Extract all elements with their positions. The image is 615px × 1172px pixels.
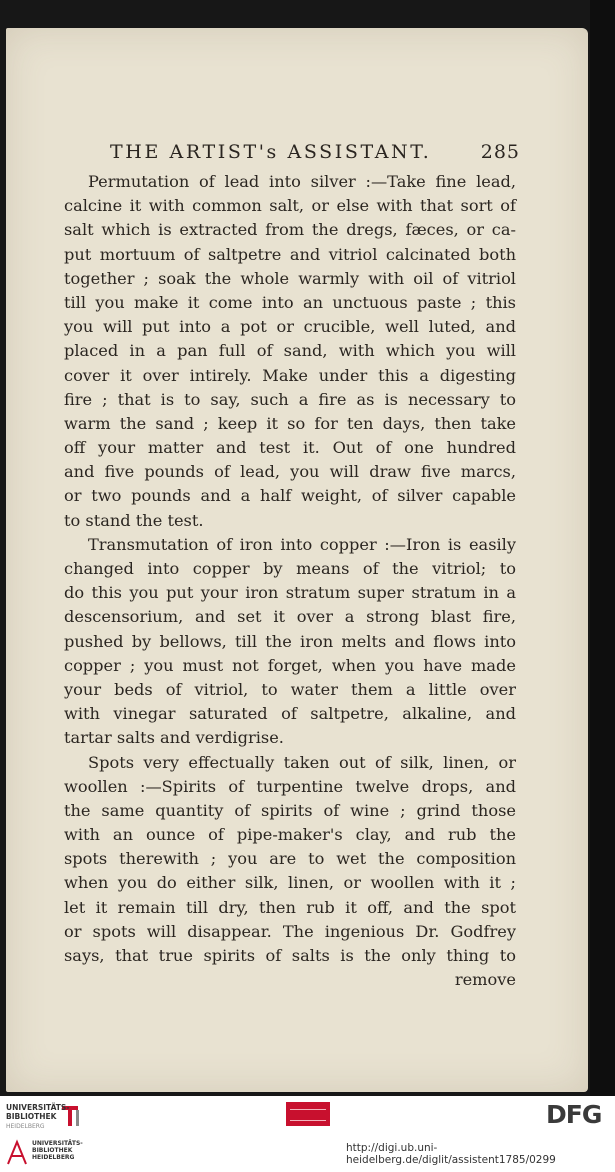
text-line: with vinegar saturated of saltpetre, alkaline, and — [64, 704, 516, 724]
text-line: woollen :—Spirits of turpentine twelve drops, and — [64, 776, 516, 796]
text-line: off your matter and test it. Out of one hundred — [64, 438, 516, 458]
text-line: warm the sand ; keep it so for ten days, then take — [64, 413, 516, 433]
page-number: 285 — [480, 141, 520, 163]
text-line: your beds of vitriol, to water them a little over — [64, 679, 516, 699]
text-line: calcine it with common salt, or else with that sort of — [64, 196, 516, 216]
text-line: to stand the test. — [64, 510, 204, 530]
text-line: cover it over intirely. Make under this a digesting — [64, 365, 516, 385]
text-line: do this you put your iron stratum super stratum in a — [64, 583, 516, 603]
library-name-bottom: UNIVERSITÄTS- BIBLIOTHEK HEIDELBERG — [32, 1140, 83, 1161]
text-line: the same quantity of spirits of wine ; grind those — [64, 800, 516, 820]
source-url[interactable]: http://digi.ub.uni-heidelberg.de/diglit/assistent1785/0299 — [346, 1142, 556, 1166]
text-line: placed in a pan full of sand, with which you will — [64, 341, 516, 361]
text-line: descensorium, and set it over a strong blast fire, — [64, 607, 516, 627]
library-sub-top: HEIDELBERG — [6, 1123, 45, 1130]
text-line: or spots will disappear. The ingenious Dr. Godfrey — [64, 921, 516, 941]
text-line: remove — [454, 970, 516, 990]
text-line: Permutation of lead into silver :—Take fine lead, — [88, 172, 516, 191]
running-header — [110, 141, 520, 163]
text-line: says, that true spirits of salts is the only thing to — [64, 946, 516, 965]
digitization-footer — [0, 1096, 615, 1172]
dfg-logo: DFG — [546, 1100, 602, 1129]
text-line: or two pounds and a half weight, of silver capable — [64, 486, 516, 506]
text-line: when you do either silk, linen, or woollen with it ; — [64, 873, 516, 893]
text-line: together ; soak the whole warmly with oil of vitriol — [64, 268, 516, 288]
text-line: fire ; that is to say, such a fire as is necessary to — [64, 389, 516, 409]
text-line: and five pounds of lead, you will draw five marcs, — [64, 462, 516, 482]
library-name-top: UNIVERSITÄTS- BIBLIOTHEK — [6, 1103, 70, 1121]
text-line: let it remain till dry, then rub it off, and the spot — [64, 897, 516, 917]
text-line: changed into copper by means of the vitriol; to — [64, 559, 516, 578]
text-line: tartar salts and verdigrise. — [64, 728, 284, 748]
text-line: till you make it come into an unctuous paste ; this — [64, 292, 516, 312]
text-line: salt which is extracted from the dregs, fæces, or ca- — [64, 220, 516, 240]
book-edge — [590, 0, 615, 1096]
library-seal-icon — [6, 1138, 28, 1166]
text-line: with an ounce of pipe-maker's clay, and rub the — [64, 825, 516, 845]
text-line: you will put into a pot or crucible, well luted, and — [64, 317, 516, 337]
text-line: Transmutation of iron into copper :—Iron is easily — [88, 534, 516, 554]
text-line: spots therewith ; you are to wet the composition — [64, 849, 516, 869]
text-line: pushed by bellows, till the iron melts and flows into — [64, 631, 516, 651]
body-text — [64, 170, 516, 992]
running-head-title: THE ARTIST's ASSISTANT. — [110, 141, 432, 163]
badge-logo — [286, 1102, 330, 1126]
text-line: Spots very effectually taken out of silk, linen, or — [88, 752, 516, 772]
text-line: put mortuum of saltpetre and vitriol calcinated both — [64, 244, 516, 264]
text-line: copper ; you must not forget, when you have made — [64, 655, 516, 675]
